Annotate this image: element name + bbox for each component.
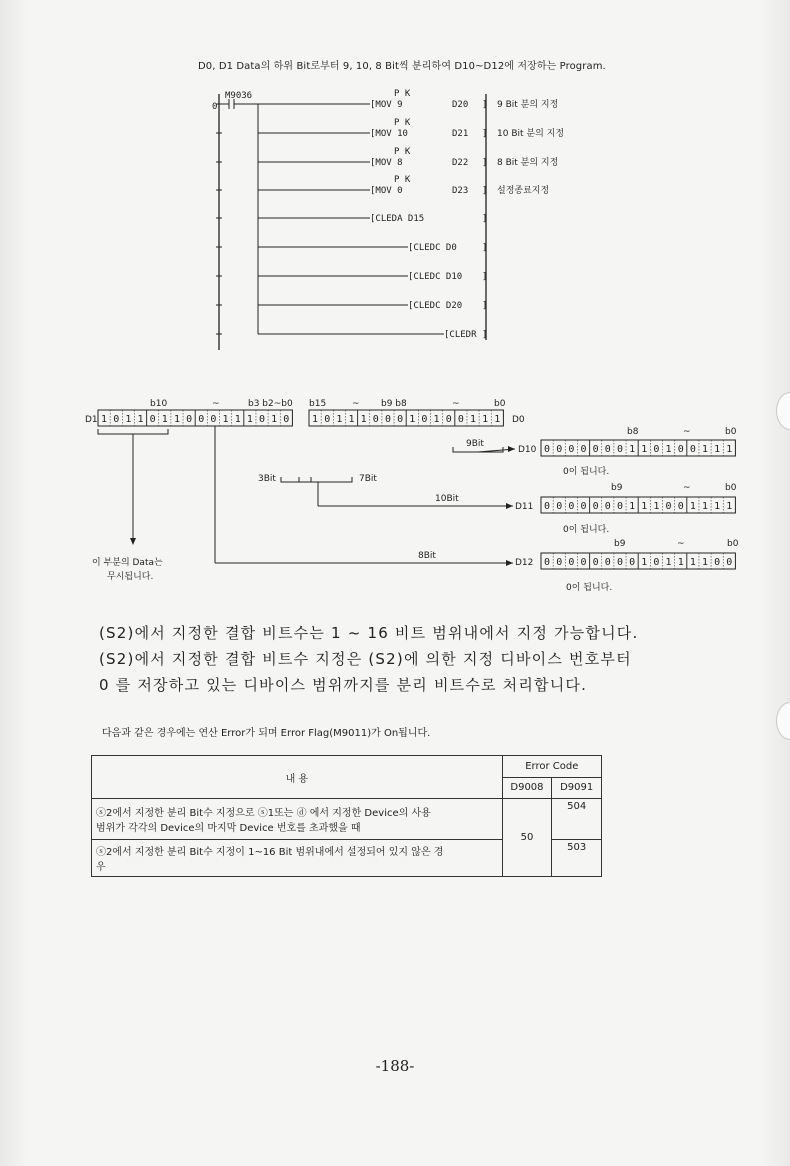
bit-cell: 0 xyxy=(568,444,575,455)
d9008-value: 50 xyxy=(502,799,552,877)
d9091-value: 504 xyxy=(552,799,602,840)
clear-instruction: [CLEDC D0 xyxy=(408,243,457,253)
bit-cell: 0 xyxy=(384,414,391,425)
bit-bracket xyxy=(281,477,299,482)
mov-destination: D21 xyxy=(452,129,469,139)
bit-cell: 0 xyxy=(186,414,193,425)
register-name-d11: D11 xyxy=(515,502,534,512)
bit-cell: 0 xyxy=(714,557,721,568)
bit-count-label: 10Bit xyxy=(435,494,459,504)
bit-cell: 0 xyxy=(556,557,563,568)
bit-label: b0 xyxy=(494,399,506,409)
error-condition-text: 다음과 같은 경우에는 연산 Error가 되며 Error Flag(M9011)가 On됩니다. xyxy=(102,728,431,739)
rung-bracket: ] xyxy=(482,100,488,110)
d11-register xyxy=(541,497,735,513)
bit-cell: 1 xyxy=(409,414,416,425)
bit-cell: 0 xyxy=(259,414,266,425)
bit-cell: 0 xyxy=(616,557,623,568)
bit-cell: 0 xyxy=(604,557,611,568)
bit-cell: 0 xyxy=(629,557,636,568)
bit-label: b0 xyxy=(725,483,737,493)
paragraph-1: (S2)에서 지정한 결합 비트수는 1 ~ 16 비트 범위내에서 지정 가능합니다. xyxy=(99,624,639,642)
bit-cell: 0 xyxy=(653,444,660,455)
bit-label: b8 xyxy=(627,427,639,437)
clear-instruction: [CLEDC D20 xyxy=(408,301,463,311)
bit-cell: 1 xyxy=(137,414,144,425)
bit-cell: 0 xyxy=(113,414,120,425)
bit-cell: 1 xyxy=(702,557,709,568)
mov-prefix: P K xyxy=(394,118,411,128)
bit-label: ~ xyxy=(452,399,460,409)
arrow-head xyxy=(506,560,513,566)
bit-cell: 1 xyxy=(641,501,648,512)
d1-register xyxy=(98,410,292,426)
col-d9008: D9008 xyxy=(502,777,552,799)
bit-cell: 1 xyxy=(726,501,733,512)
bit-cell: 1 xyxy=(665,557,672,568)
bit-cell: 0 xyxy=(726,557,733,568)
register-name-d10: D10 xyxy=(518,445,537,455)
bit-cell: 0 xyxy=(677,444,684,455)
bit-label: ~ xyxy=(683,427,691,437)
bit-cell: 1 xyxy=(714,501,721,512)
mov-destination: D22 xyxy=(452,158,469,168)
bit-cell: 0 xyxy=(604,501,611,512)
mov-destination: D23 xyxy=(452,186,469,196)
section-heading: D0, D1 Data의 하위 Bit로부터 9, 10, 8 Bit씩 분리하여 D10~D12에 저장하는 Program. xyxy=(198,61,606,72)
bit-cell: 1 xyxy=(629,501,636,512)
bit-label: b9 xyxy=(614,539,626,549)
bit-cell: 0 xyxy=(592,501,599,512)
register-name-d0: D0 xyxy=(512,415,525,425)
bit-cell: 1 xyxy=(689,557,696,568)
bit-label: ~ xyxy=(677,539,685,549)
bit-cell: 0 xyxy=(653,557,660,568)
bit-cell: 0 xyxy=(604,444,611,455)
rung-bracket: ] xyxy=(482,186,488,196)
arrow-head xyxy=(130,538,136,545)
bit-cell: 1 xyxy=(101,414,108,425)
bit-cell: 0 xyxy=(149,414,156,425)
bit-cell: 1 xyxy=(234,414,241,425)
bit-cell: 0 xyxy=(544,501,551,512)
zero-note: 0이 됩니다. xyxy=(563,525,610,535)
arrow-head xyxy=(508,446,515,452)
bit-cell: 1 xyxy=(348,414,355,425)
bit-cell: 0 xyxy=(421,414,428,425)
bit-cell: 0 xyxy=(592,444,599,455)
bit-label: ~ xyxy=(683,483,691,493)
clear-instruction: [CLEDA D15 xyxy=(370,214,425,224)
content-header: 내 용 xyxy=(92,756,503,799)
mov-prefix: P K xyxy=(394,147,411,157)
d10-register xyxy=(541,440,735,456)
bit-cell: 0 xyxy=(665,501,672,512)
bit-cell: 0 xyxy=(580,444,587,455)
bit-label: b9 b8 xyxy=(381,399,407,409)
bit-count-label: 7Bit xyxy=(359,474,377,484)
bit-label: b10 xyxy=(150,399,168,409)
bit-label: b3 b2~b0 xyxy=(248,399,293,409)
bit-cell: 0 xyxy=(397,414,404,425)
bit-cell: 0 xyxy=(568,557,575,568)
bit-count-label: 9Bit xyxy=(466,439,484,449)
step-number: 0 xyxy=(212,102,218,112)
rung-bracket: ] xyxy=(482,158,488,168)
rung-bracket: ] xyxy=(482,243,488,253)
table-row: ⓢ2에서 지정한 분리 Bit수 지정으로 ⓢ1또는 ⓓ 에서 지정한 Device의 사용 범위가 각각의 Device의 마지막 Device 번호를 초과했을 때 xyxy=(92,799,503,840)
bit-label: ~ xyxy=(352,399,360,409)
bit-label: b0 xyxy=(725,427,737,437)
bit-count-label: 3Bit xyxy=(258,474,276,484)
mov-prefix: P K xyxy=(394,89,411,99)
bit-cell: 0 xyxy=(544,444,551,455)
bit-cell: 1 xyxy=(470,414,477,425)
rung-comment: 9 Bit 분의 지정 xyxy=(497,100,559,110)
bit-cell: 1 xyxy=(494,414,501,425)
bit-cell: 0 xyxy=(616,501,623,512)
table-row: ⓢ2에서 지정한 분리 Bit수 지정이 1~16 Bit 범위내에서 설정되어 있지 않은 경 우 xyxy=(92,840,503,877)
bit-cell: 1 xyxy=(689,501,696,512)
bit-count-label: 8Bit xyxy=(418,551,436,561)
mov-instruction: [MOV 9 xyxy=(370,100,403,110)
contact-label: M9036 xyxy=(225,91,253,101)
bit-label: b9 xyxy=(611,483,623,493)
bit-cell: 1 xyxy=(714,444,721,455)
mov-prefix: P K xyxy=(394,175,411,185)
ignored-data-note: 이 부분의 Data는 xyxy=(92,558,163,568)
bit-cell: 1 xyxy=(222,414,229,425)
bit-cell: 1 xyxy=(677,557,684,568)
bit-cell: 0 xyxy=(689,444,696,455)
ignored-data-note: 무시됩니다. xyxy=(107,572,154,582)
bit-cell: 1 xyxy=(246,414,253,425)
rung-comment: 8 Bit 분의 지정 xyxy=(497,158,559,168)
d0-register xyxy=(309,410,503,426)
rung-bracket: ] xyxy=(482,301,488,311)
bit-cell: 0 xyxy=(372,414,379,425)
bit-cell: 0 xyxy=(580,557,587,568)
page-number: -188- xyxy=(375,1057,415,1075)
mov-instruction: [MOV 8 xyxy=(370,158,403,168)
bit-cell: 0 xyxy=(544,557,551,568)
mov-destination: D20 xyxy=(452,100,469,110)
paragraph-3: 0 를 저장하고 있는 디바이스 범위까지를 분리 비트수로 처리합니다. xyxy=(99,676,588,694)
mov-instruction: [MOV 0 xyxy=(370,186,403,196)
bit-cell: 1 xyxy=(702,444,709,455)
register-name-d1: D1 xyxy=(85,415,98,425)
bit-cell: 1 xyxy=(125,414,132,425)
d12-register xyxy=(541,553,735,569)
bit-label: b0 xyxy=(727,539,739,549)
bit-cell: 1 xyxy=(702,501,709,512)
bit-cell: 1 xyxy=(629,444,636,455)
rung-bracket: ] xyxy=(482,330,488,340)
arrow-head xyxy=(506,503,513,509)
bit-cell: 1 xyxy=(312,414,319,425)
zero-note: 0이 됩니다. xyxy=(566,583,613,593)
bit-cell: 1 xyxy=(433,414,440,425)
bit-cell: 1 xyxy=(360,414,367,425)
error-code-header: Error Code xyxy=(502,756,601,778)
bit-cell: 1 xyxy=(726,444,733,455)
bit-cell: 0 xyxy=(210,414,217,425)
bit-cell: 0 xyxy=(445,414,452,425)
bit-cell: 0 xyxy=(592,557,599,568)
rung-comment: 10 Bit 분의 지정 xyxy=(497,129,565,139)
register-name-d12: D12 xyxy=(515,558,534,568)
bit-bracket xyxy=(311,477,352,482)
bit-cell: 0 xyxy=(556,501,563,512)
paragraph-2: (S2)에서 지정한 결합 비트수 지정은 (S2)에 의한 지정 디바이스 번호부터 xyxy=(99,650,632,668)
bit-cell: 0 xyxy=(677,501,684,512)
bit-cell: 0 xyxy=(616,444,623,455)
bit-cell: 1 xyxy=(653,501,660,512)
bit-cell: 1 xyxy=(173,414,180,425)
mov-instruction: [MOV 10 xyxy=(370,129,408,139)
bit-cell: 0 xyxy=(556,444,563,455)
bit-cell: 0 xyxy=(457,414,464,425)
rung-bracket: ] xyxy=(482,272,488,282)
bit-cell: 0 xyxy=(580,501,587,512)
rung-bracket: ] xyxy=(482,129,488,139)
bit-cell: 0 xyxy=(568,501,575,512)
bit-cell: 1 xyxy=(482,414,489,425)
bit-bracket xyxy=(98,429,168,434)
rung-bracket: ] xyxy=(482,214,488,224)
bit-cell: 1 xyxy=(641,557,648,568)
bit-label: ~ xyxy=(212,399,220,409)
bit-cell: 0 xyxy=(198,414,205,425)
bit-cell: 1 xyxy=(336,414,343,425)
col-d9091: D9091 xyxy=(552,777,602,799)
zero-note: 0이 됩니다. xyxy=(563,467,610,477)
bit-cell: 0 xyxy=(324,414,331,425)
bit-cell: 1 xyxy=(665,444,672,455)
clear-instruction: [CLEDR xyxy=(444,330,477,340)
d9091-value: 503 xyxy=(552,840,602,877)
clear-instruction: [CLEDC D10 xyxy=(408,272,463,282)
bit-cell: 0 xyxy=(283,414,290,425)
bit-cell: 1 xyxy=(161,414,168,425)
bit-cell: 1 xyxy=(641,444,648,455)
bit-label: b15 xyxy=(309,399,327,409)
rung-comment: 설정종료지정 xyxy=(497,186,550,196)
bit-cell: 1 xyxy=(271,414,278,425)
error-code-table xyxy=(91,755,602,877)
